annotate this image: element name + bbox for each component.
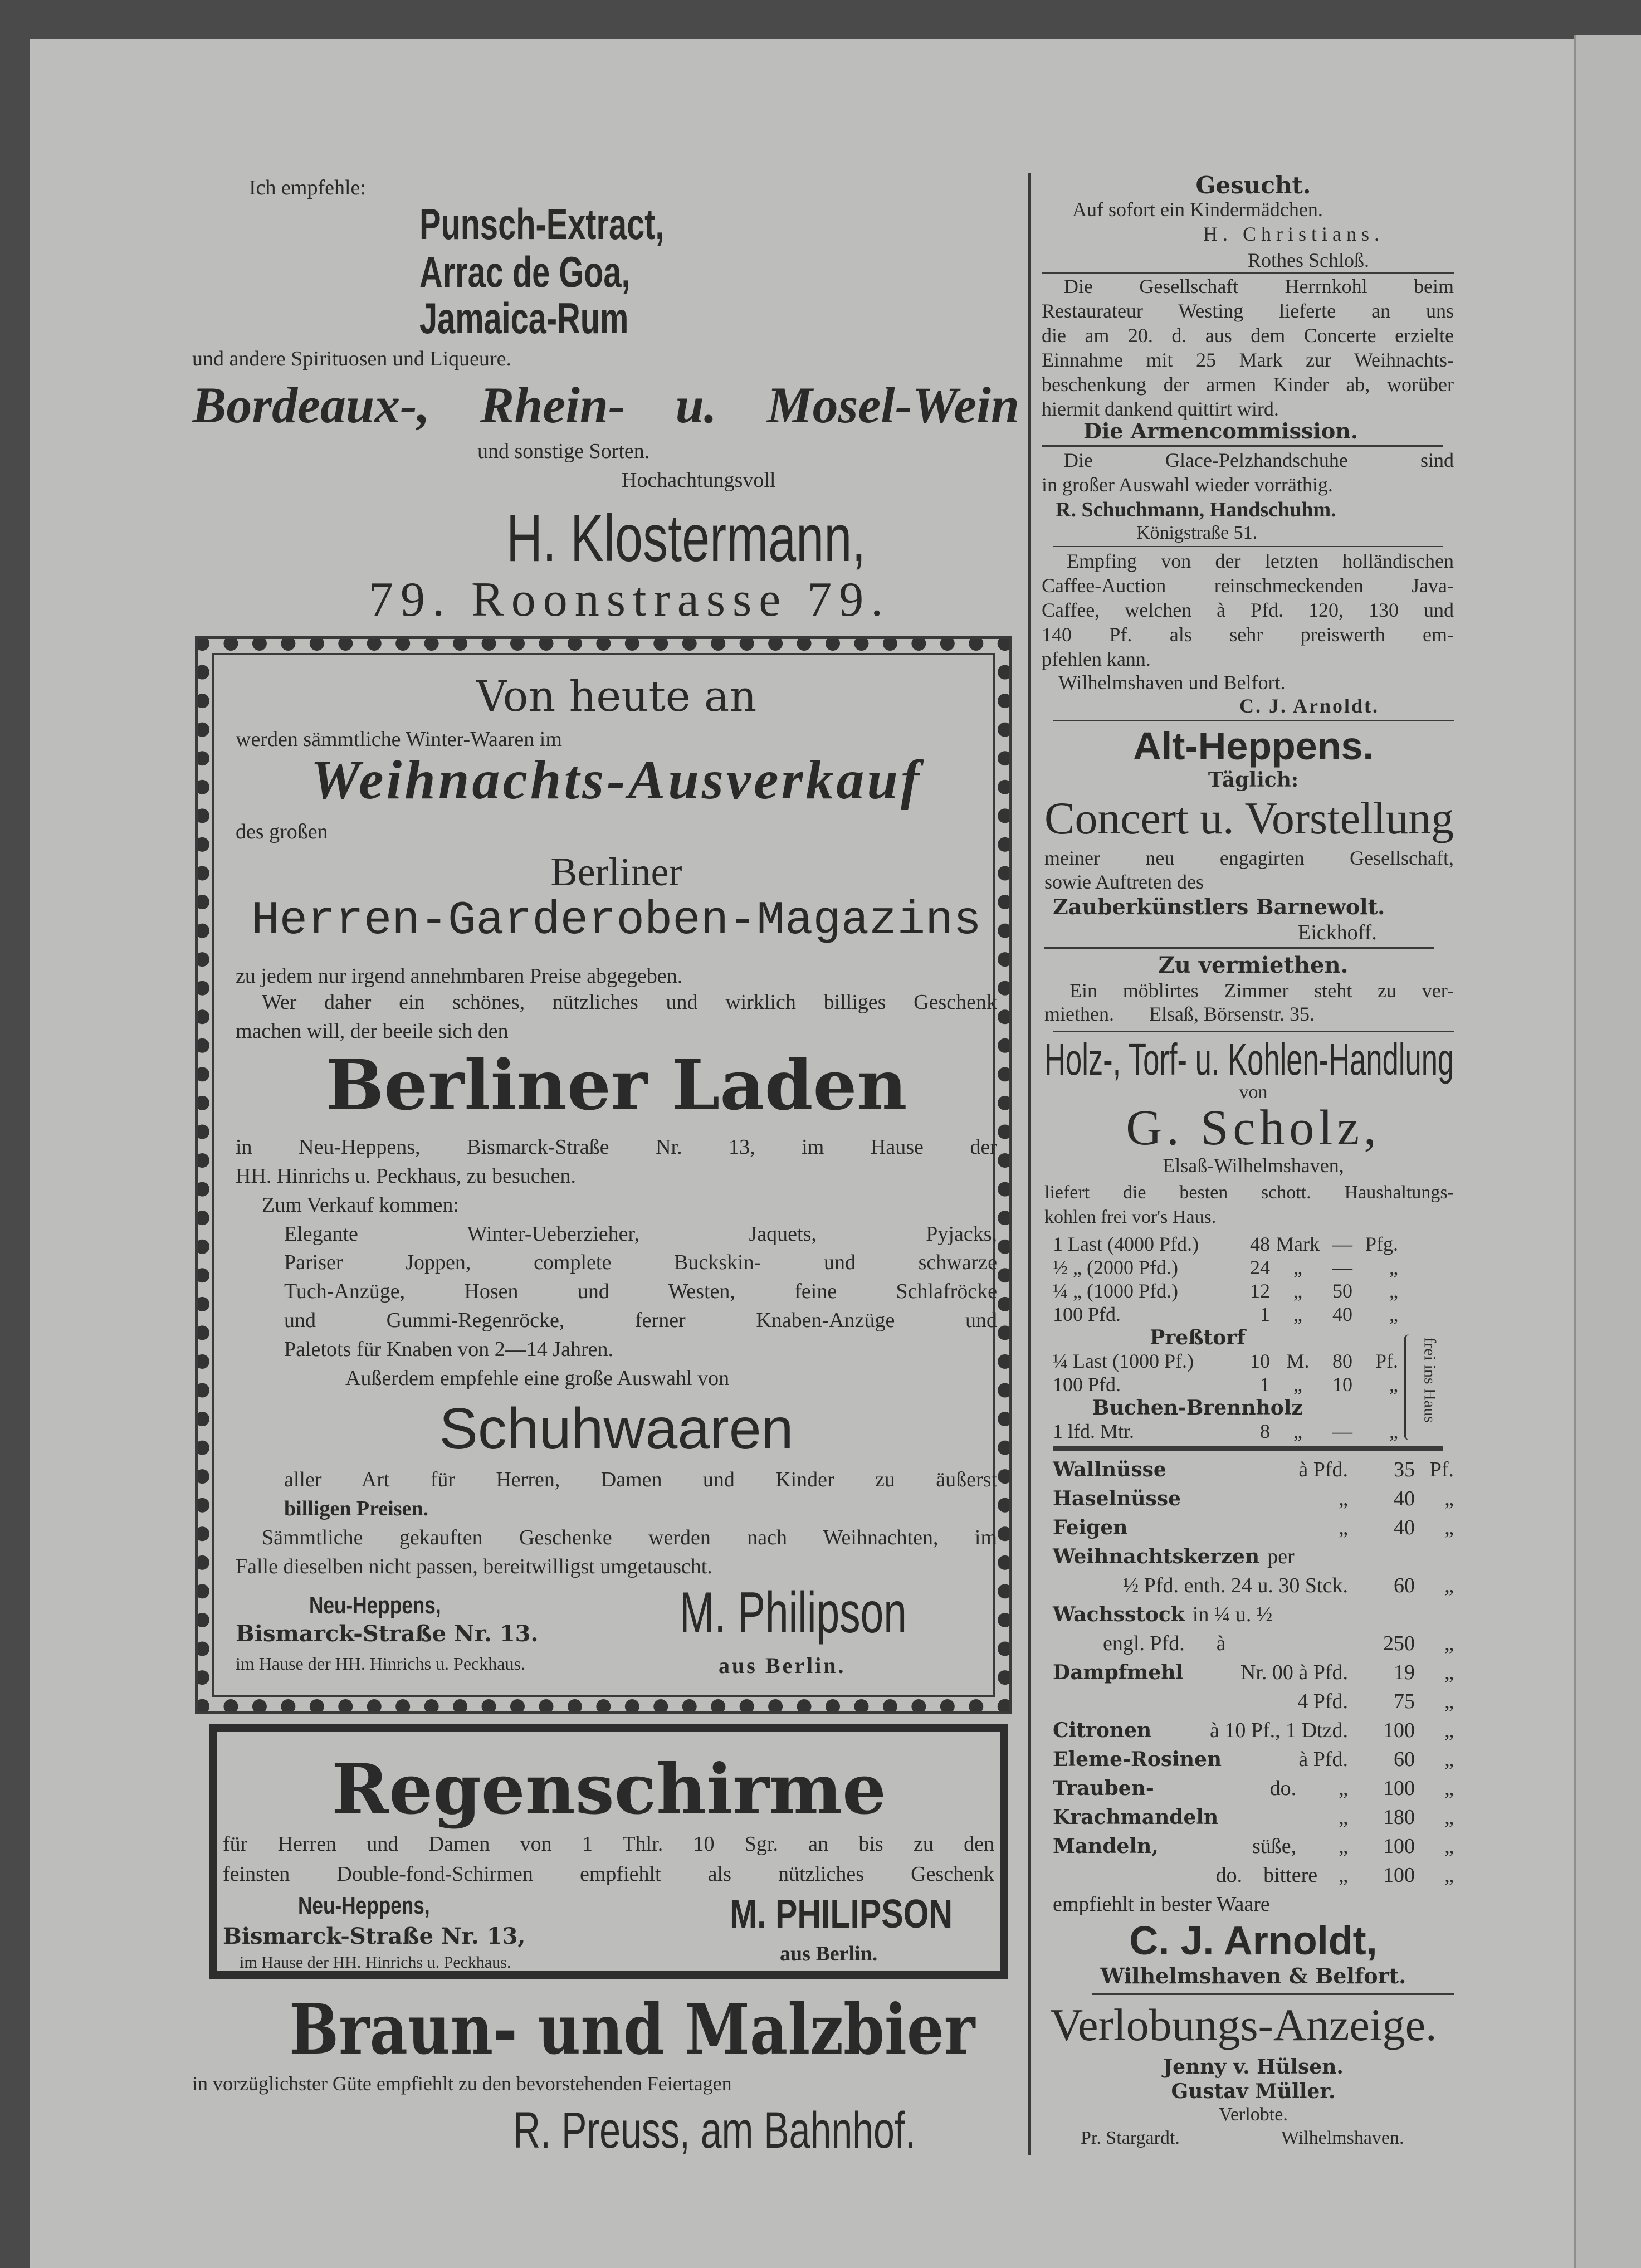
ad-text: aller Art für Herren, Damen und Kinder zu äußerst: [284, 1468, 997, 1491]
ad-text: hiermit dankend quittirt wird.: [1042, 398, 1279, 420]
merchant-place: Wilhelmshaven & Belfort.: [1100, 1963, 1406, 1988]
merchant-name: G. Scholz,: [1126, 1100, 1381, 1155]
ad-text: Außerdem empfehle eine große Auswahl von: [345, 1367, 730, 1390]
item-currency: [1415, 1542, 1454, 1571]
ad-text: empfiehlt in bester Waare: [1053, 1893, 1270, 1916]
ad-item: Jamaica-Rum: [419, 294, 629, 343]
divider: [1092, 1993, 1454, 1995]
ad-signature: Die Armencommission.: [1083, 418, 1359, 443]
cell: —: [1332, 1233, 1352, 1255]
list-item: [1053, 1484, 1454, 1513]
item-name: Krachmandeln: [1053, 1806, 1219, 1829]
ad-street: Bismarck-Straße Nr. 13.: [236, 1621, 539, 1647]
ad-headline: Alt-Heppens.: [1133, 724, 1374, 768]
item-price: 40: [1394, 1516, 1415, 1539]
merchant-origin: aus Berlin.: [780, 1942, 878, 1965]
cell: 100 Pfd.: [1053, 1373, 1121, 1396]
ad-name: H. Christians.: [1203, 223, 1385, 245]
ad-headline: Verlobungs-Anzeige.: [1050, 1999, 1437, 2050]
ad-host: Eickhoff.: [1298, 921, 1377, 944]
ad-text: pfehlen kann.: [1042, 648, 1151, 670]
ad-text: machen will, der beeile sich den: [236, 1020, 509, 1043]
cell: „: [1389, 1303, 1398, 1325]
cell: „: [1293, 1256, 1302, 1279]
ad-text: Caffee, welchen à Pfd. 120, 130 und: [1042, 599, 1454, 621]
item-name: Haselnüsse: [1053, 1487, 1181, 1510]
ad-headline: Holz-, Torf- u. Kohlen-Handlung: [1044, 1035, 1454, 1084]
ad-text: sowie Auftreten des: [1044, 871, 1204, 893]
item-currency: Pf.: [1429, 1458, 1454, 1481]
item-name: Feigen: [1053, 1516, 1128, 1539]
ad-text: Falle dieselben nicht passen, bereitwilligst umgetauscht.: [236, 1555, 712, 1578]
list-item: [1053, 1890, 1454, 1919]
ad-text: des großen: [236, 820, 328, 843]
item-price: 100: [1383, 1864, 1415, 1887]
merchant-origin: aus Berlin.: [719, 1653, 846, 1678]
merchant-name: R. Schuchmann, Handschuhm.: [1056, 498, 1336, 521]
ad-text: in vorzüglichster Güte empfiehlt zu den bevorstehenden Feiertagen: [192, 2072, 732, 2095]
cell: Pf.: [1375, 1350, 1398, 1372]
table-section-heading: [1053, 1396, 1398, 1420]
ad-text: Ein möblirtes Zimmer steht zu ver-: [1069, 979, 1454, 1002]
brace: [1404, 1334, 1414, 1440]
table-section-heading: [1053, 1326, 1398, 1349]
ad-headline: Concert u. Vorstellung: [1044, 793, 1454, 843]
item-name: Wallnüsse: [1053, 1458, 1166, 1481]
item-unit: Nr. 00 à Pfd.: [1240, 1661, 1348, 1684]
item-unit: ½ Pfd. enth. 24 u. 30 Stck.: [1122, 1574, 1348, 1597]
ad-headline: Herren-Garderoben-Magazins: [251, 895, 981, 948]
cell: „: [1389, 1373, 1398, 1396]
ad-text: Elegante Winter-Ueberzieher, Jaquets, Pyjacks,: [284, 1222, 997, 1246]
cell: „: [1389, 1256, 1398, 1279]
ad-headline: Regenschirme: [331, 1749, 886, 1830]
list-item: [1053, 1571, 1454, 1600]
divider: [1042, 445, 1443, 447]
cell: 100 Pfd.: [1053, 1303, 1121, 1325]
item-currency: „: [1444, 1690, 1454, 1713]
divider: [1053, 720, 1454, 721]
ad-text: Berliner: [550, 850, 682, 894]
list-item: [1053, 1629, 1454, 1658]
ad-text: Zum Verkauf kommen:: [262, 1193, 459, 1217]
merchant-name: C. J. Arnoldt.: [1239, 695, 1380, 717]
ad-text: feinsten Double-fond-Schirmen empfiehlt als nützliches Geschenk: [223, 1862, 994, 1886]
item-currency: „: [1444, 1864, 1454, 1887]
item-price: 250: [1383, 1632, 1415, 1655]
ad-text: und andere Spirituosen und Liqueure.: [192, 347, 512, 370]
item-price: 180: [1383, 1806, 1415, 1829]
merchant-name: H. Klostermann,: [506, 501, 866, 575]
table-row: [1053, 1279, 1398, 1303]
cell: 24: [1250, 1256, 1270, 1279]
item-currency: „: [1444, 1806, 1454, 1829]
item-price: 19: [1394, 1661, 1415, 1684]
ad-text: meiner neu engagirten Gesellschaft,: [1044, 847, 1454, 869]
ad-text: Wer daher ein schönes, nützliches und wirklich billiges Geschenk: [262, 991, 997, 1014]
item-currency: „: [1444, 1574, 1454, 1597]
coal-price-table: [1053, 1232, 1398, 1443]
ad-text: Caffee-Auction reinschmeckenden Java-: [1042, 574, 1454, 597]
ad-headline: Zu vermiethen.: [1158, 952, 1349, 978]
ad-headline: Gesucht.: [1195, 172, 1311, 199]
cell: „: [1293, 1303, 1302, 1325]
column-divider: [1028, 173, 1031, 2155]
cell: Preßtorf: [1150, 1326, 1246, 1349]
table-row: [1053, 1349, 1398, 1373]
list-item: [1053, 1600, 1454, 1629]
ad-text: Verlobte.: [1219, 2104, 1288, 2125]
ad-text: in Neu-Heppens, Bismarck-Straße Nr. 13, im Hause der: [236, 1135, 997, 1159]
ad-text: Paletots für Knaben von 2—14 Jahren.: [284, 1338, 613, 1361]
place-right: Wilhelmshaven.: [1281, 2128, 1404, 2148]
ad-text: werden sämmtliche Winter-Waaren im: [236, 728, 562, 751]
divider: [1053, 546, 1443, 547]
cell: „: [1293, 1280, 1302, 1302]
item-unit: do. bittere „: [1215, 1864, 1348, 1887]
item-currency: „: [1444, 1632, 1454, 1655]
cell: 10: [1332, 1373, 1352, 1396]
item-name: Mandeln,: [1053, 1835, 1159, 1858]
table-row: [1053, 1256, 1398, 1279]
cell: ¼ Last (1000 Pf.): [1053, 1350, 1194, 1372]
ad-text: Auf sofort ein Kindermädchen.: [1072, 198, 1323, 221]
item-name: Trauben-: [1053, 1777, 1154, 1800]
ad-place: Wilhelmshaven und Belfort.: [1058, 671, 1286, 694]
item-price: 60: [1394, 1748, 1415, 1771]
ad-text: für Herren und Damen von 1 Thlr. 10 Sgr. an bis zu den: [223, 1832, 994, 1856]
cell: 10: [1250, 1350, 1270, 1372]
ad-text: die am 20. d. aus dem Concerte erzielte: [1042, 324, 1454, 347]
item-price: 100: [1383, 1777, 1415, 1800]
table-row: [1053, 1232, 1398, 1256]
cell: 1: [1260, 1303, 1270, 1325]
table-row: [1053, 1373, 1398, 1396]
item-currency: „: [1444, 1516, 1454, 1539]
ad-house: im Hause der HH. Hinrichs u. Peckhaus.: [240, 1953, 511, 1972]
item-price: [1354, 1600, 1415, 1629]
bride-name: Jenny v. Hülsen.: [1163, 2055, 1344, 2079]
merchant-place: Elsaß-Wilhelmshaven,: [1163, 1154, 1344, 1177]
list-item: [1053, 1832, 1454, 1861]
list-item: [1053, 1455, 1454, 1484]
list-item: [1053, 1803, 1454, 1832]
item-currency: „: [1444, 1835, 1454, 1858]
ad-performer: Zauberkünstlers Barnewolt.: [1053, 894, 1385, 919]
thick-divider: [1053, 1446, 1443, 1451]
ad-town: Neu-Heppens,: [309, 1592, 441, 1619]
ad-text: in großer Auswahl wieder vorräthig.: [1042, 474, 1333, 496]
place-left: Pr. Stargardt.: [1081, 2128, 1180, 2148]
list-item: [1053, 1716, 1454, 1745]
list-item: [1053, 1542, 1454, 1571]
ad-text: kohlen frei vor's Haus.: [1044, 1207, 1217, 1227]
cell: 50: [1332, 1280, 1352, 1302]
ad-text: und Gummi-Regenröcke, ferner Knaben-Anzüge und: [284, 1309, 997, 1332]
ad-text: Die Glace-Pelzhandschuhe sind: [1064, 449, 1454, 471]
table-row: [1053, 1303, 1398, 1326]
ad-greeting: Hochachtungsvoll: [622, 469, 776, 492]
cell: „: [1389, 1420, 1398, 1442]
item-name: Citronen: [1053, 1719, 1152, 1742]
cell: „: [1293, 1373, 1302, 1396]
grocery-price-list: [1053, 1455, 1454, 1919]
ad-intro: Ich empfehle:: [249, 176, 366, 199]
item-unit: süße, „: [1252, 1835, 1348, 1858]
ad-street: Bismarck-Straße Nr. 13,: [223, 1923, 526, 1949]
cell: ½ „ (2000 Pfd.): [1053, 1256, 1178, 1279]
item-unit: in ¼ u. ½: [1192, 1603, 1273, 1626]
cell: „: [1389, 1280, 1398, 1302]
merchant-name: C. J. Arnoldt,: [1129, 1919, 1378, 1963]
ad-headline: Schuhwaaren: [439, 1397, 794, 1461]
ad-text: von: [1239, 1082, 1268, 1103]
store-name: Berliner Laden: [325, 1045, 907, 1126]
cell: Pfg.: [1365, 1233, 1398, 1255]
cell: Buchen-Brennholz: [1092, 1396, 1303, 1420]
item-unit: „: [1339, 1806, 1348, 1829]
item-unit: „: [1339, 1487, 1348, 1510]
item-price: 60: [1394, 1574, 1415, 1597]
list-item: [1053, 1658, 1454, 1687]
item-currency: [1415, 1600, 1454, 1629]
cell: 8: [1260, 1420, 1270, 1442]
ad-house: im Hause der HH. Hinrichs u. Peckhaus.: [236, 1654, 525, 1674]
cell: —: [1332, 1256, 1352, 1279]
cell: 80: [1332, 1350, 1352, 1372]
ad-text: beschenkung der armen Kinder ab, worüber: [1042, 373, 1454, 396]
merchant-address: 79. Roonstrasse 79.: [369, 573, 891, 627]
item-unit: engl. Pfd. à: [1103, 1632, 1226, 1655]
ad-headline: Braun- und Malzbier: [289, 1989, 975, 2070]
ad-headline: Bordeaux-, Rhein- u. Mosel-Wein: [192, 377, 1019, 433]
cell: 1 lfd. Mtr.: [1053, 1420, 1135, 1442]
merchant-address: Königstraße 51.: [1136, 523, 1258, 543]
item-unit: à Pfd.: [1298, 1458, 1348, 1481]
cell: 1: [1260, 1373, 1270, 1396]
ad-text: Einnahme mit 25 Mark zur Weihnachts-: [1042, 349, 1454, 371]
cell: M.: [1286, 1350, 1310, 1372]
cell: ¼ „ (1000 Pfd.): [1053, 1280, 1178, 1302]
ad-text: Täglich:: [1208, 768, 1299, 792]
ad-text: billigen Preisen.: [284, 1497, 428, 1520]
ad-text: Sämmtliche gekauften Geschenke werden nach Weihnachten, im: [262, 1526, 997, 1549]
item-currency: „: [1444, 1777, 1454, 1800]
merchant-name: M. PHILIPSON: [730, 1892, 953, 1937]
list-item: [1053, 1513, 1454, 1542]
cell: 12: [1250, 1280, 1270, 1302]
merchant-name: R. Preuss, am Bahnhof.: [513, 2102, 916, 2159]
item-name: Wachsstock: [1053, 1603, 1185, 1626]
ad-text: liefert die besten schott. Haushaltungs-: [1044, 1182, 1454, 1203]
item-price: 40: [1394, 1487, 1415, 1510]
table-row: [1053, 1420, 1398, 1443]
item-price: [1354, 1542, 1415, 1571]
item-unit: do. „: [1269, 1777, 1348, 1800]
merchant-name: M. Philipson: [680, 1581, 907, 1645]
item-unit: 4 Pfd.: [1297, 1690, 1348, 1713]
cell: —: [1332, 1420, 1352, 1442]
item-name: Weihnachtskerzen: [1053, 1545, 1260, 1568]
ad-text: und sonstige Sorten.: [477, 440, 650, 463]
item-unit: per: [1267, 1545, 1295, 1568]
list-item: [1053, 1861, 1454, 1890]
cell: 48: [1250, 1233, 1270, 1255]
ad-item: Arrac de Goa,: [419, 247, 631, 296]
adjacent-page-edge: [1574, 35, 1641, 2268]
item-unit: à 10 Pf., 1 Dtzd.: [1209, 1719, 1348, 1742]
divider: [1053, 1031, 1454, 1032]
item-unit: „: [1339, 1516, 1348, 1539]
item-price: 100: [1383, 1719, 1415, 1742]
item-unit: à Pfd.: [1298, 1748, 1348, 1771]
ad-text: Pariser Joppen, complete Buckskin- und schwarze: [284, 1251, 997, 1274]
ad-text: HH. Hinrichs u. Peckhaus, zu besuchen.: [236, 1164, 577, 1188]
list-item: [1053, 1745, 1454, 1774]
ad-text: zu jedem nur irgend annehmbaren Preise abgegeben.: [236, 964, 683, 988]
ad-headline: Weihnachts-Ausverkauf: [310, 749, 922, 811]
ad-intro: Von heute an: [476, 671, 757, 721]
ad-town: Neu-Heppens,: [298, 1892, 430, 1919]
item-name: Eleme-Rosinen: [1053, 1748, 1222, 1771]
item-currency: „: [1444, 1748, 1454, 1771]
ad-place: Rothes Schloß.: [1248, 249, 1370, 271]
ad-text: Die Gesellschaft Herrnkohl beim: [1064, 275, 1454, 297]
cell: „: [1293, 1420, 1302, 1442]
groom-name: Gustav Müller.: [1171, 2080, 1336, 2103]
item-price: 100: [1383, 1835, 1415, 1858]
divider: [1044, 947, 1434, 949]
item-currency: „: [1444, 1661, 1454, 1684]
cell: 1 Last (4000 Pfd.): [1053, 1233, 1199, 1255]
ad-item: Punsch-Extract,: [419, 199, 665, 248]
list-item: [1053, 1774, 1454, 1803]
divider: [1042, 272, 1454, 274]
item-price: 35: [1394, 1458, 1415, 1481]
ad-text: miethen. Elsaß, Börsenstr. 35.: [1044, 1003, 1315, 1025]
ad-text: Restaurateur Westing lieferte an uns: [1042, 300, 1454, 322]
ad-text: Empfing von der letzten holländischen: [1067, 550, 1454, 572]
cell: 40: [1332, 1303, 1352, 1325]
ad-text: 140 Pf. als sehr preiswerth em-: [1042, 623, 1454, 646]
delivery-note: frei ins Haus: [1420, 1337, 1439, 1423]
item-name: Dampfmehl: [1053, 1661, 1184, 1684]
list-item: [1053, 1687, 1454, 1716]
item-price: 75: [1394, 1690, 1415, 1713]
item-currency: „: [1444, 1487, 1454, 1510]
item-currency: „: [1444, 1719, 1454, 1742]
cell: Mark: [1276, 1233, 1320, 1255]
ad-text: Tuch-Anzüge, Hosen und Westen, feine Schlafröcke: [284, 1280, 997, 1303]
